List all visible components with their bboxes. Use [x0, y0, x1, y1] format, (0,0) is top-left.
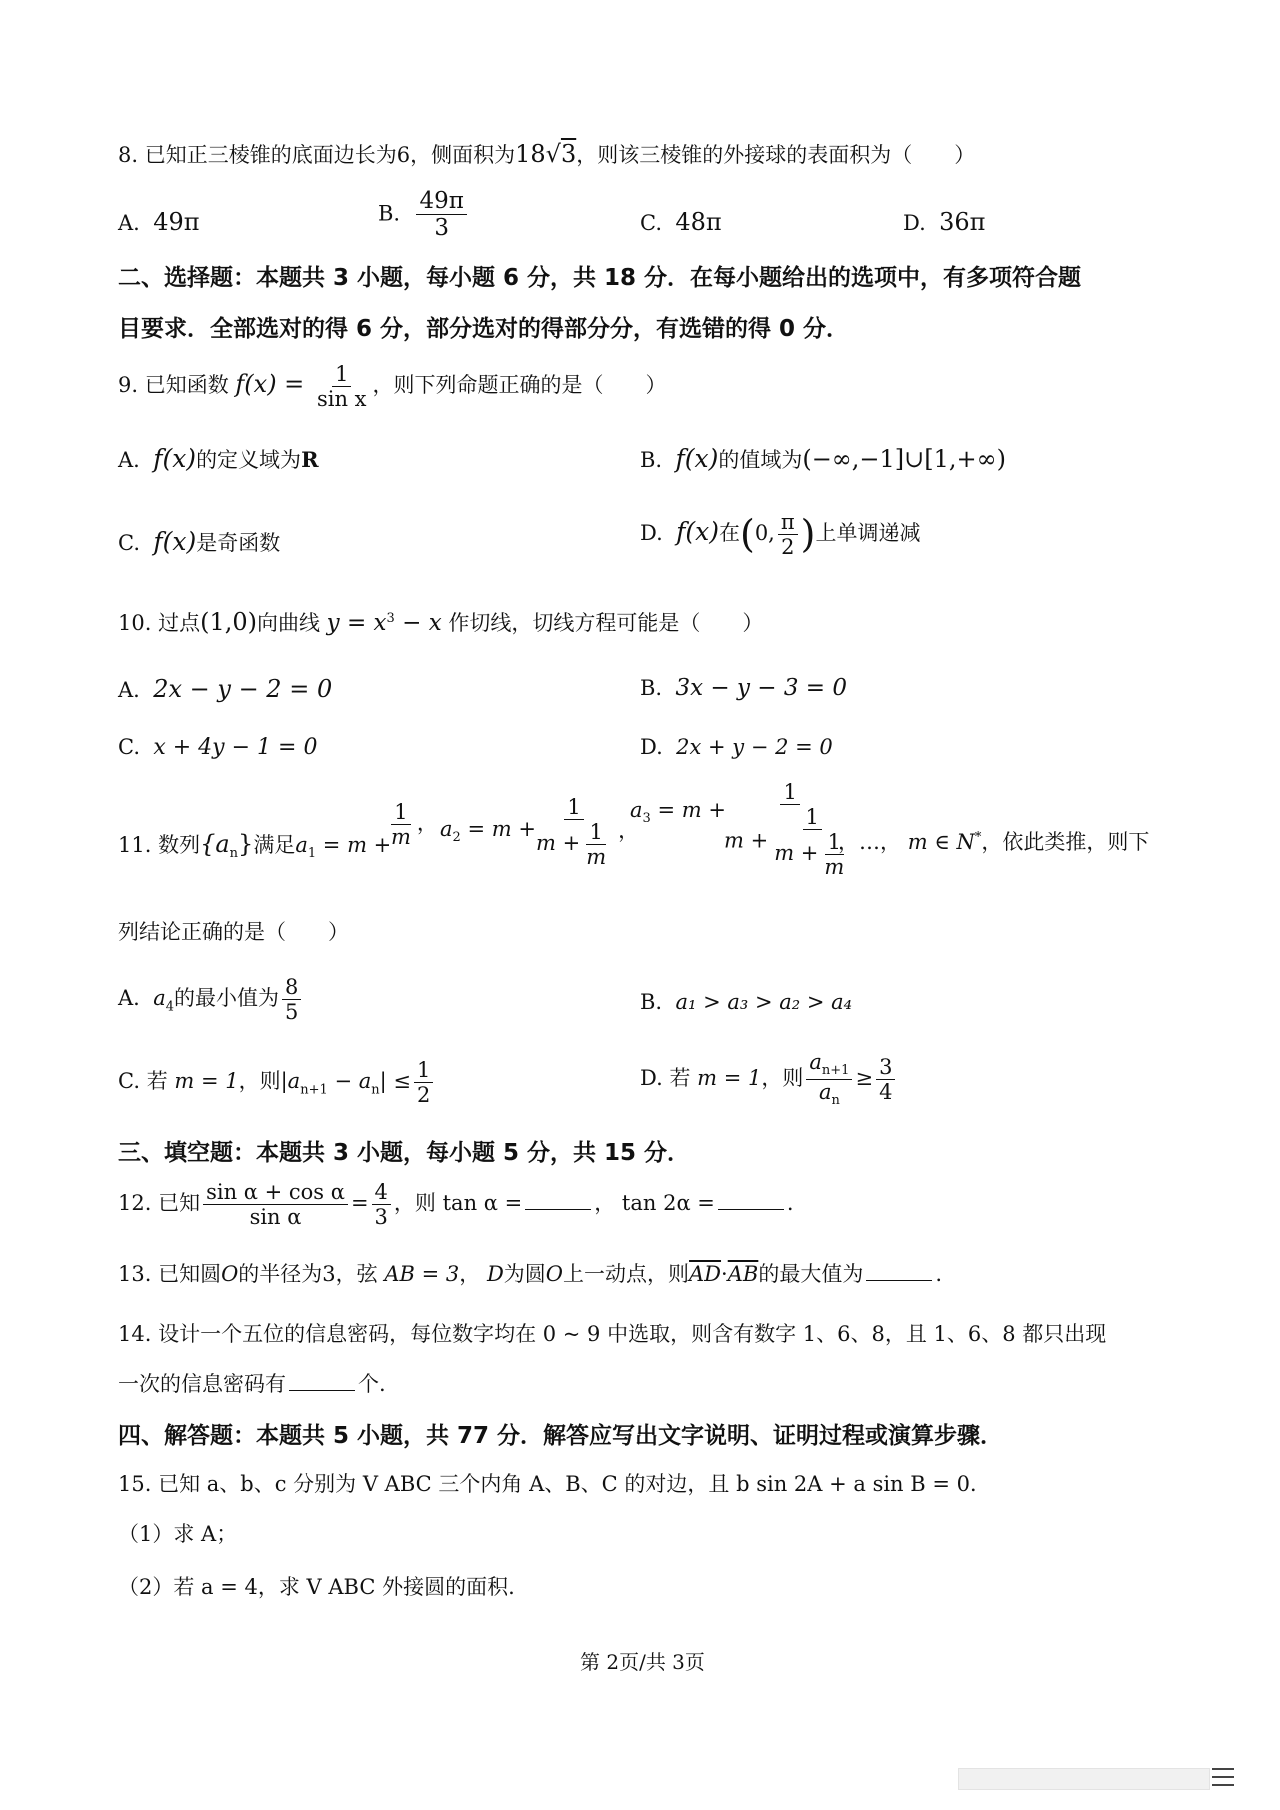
q10-option-d[interactable]: D. 2x + y − 2 = 0 — [640, 735, 833, 759]
question-13: 13. 已知圆O的半径为3，弦 AB = 3， D为圆O上一动点，则$\overline{AD}\cdot\overline{AB}$的最大值为 . — [118, 1262, 943, 1286]
q11-option-d[interactable]: D. 若 m = 1，则 $\frac{a_{n+1}}{a_n}$ ≥ $\frac{3}{4}$ — [640, 1050, 898, 1109]
q13-answer-blank[interactable] — [866, 1280, 932, 1281]
section-4-heading: 四、解答题：本题共 5 小题，共 77 分．解答应写出文字说明、证明过程或演算步骤． — [118, 1423, 1004, 1449]
q8-option-d[interactable]: D. 36π — [903, 208, 986, 236]
q11-a2-fraction: 1 m + $\frac{1}{m}$ ， — [536, 795, 640, 870]
q14-answer-blank[interactable] — [289, 1390, 355, 1391]
right-paren: ) — [800, 511, 816, 556]
question-8-stem: 8. 已知正三棱锥的底面边长为6，侧面积为18√3，则该三棱锥的外接球的表面积为（ ） — [118, 140, 976, 168]
page-number: 第 2页/共 3页 — [580, 1650, 705, 1674]
q10-option-a[interactable]: A. 2x − y − 2 = 0 — [118, 675, 333, 703]
section-2-heading-cont: 目要求．全部选对的得 6 分，部分选对的得部分分，有选错的得 0 分． — [118, 316, 850, 342]
left-paren: ( — [739, 511, 755, 556]
q9-d-pi-half: $\frac{\pi}{2}$ — [778, 510, 798, 559]
q10-option-c[interactable]: C. x + 4y − 1 = 0 — [118, 735, 318, 760]
question-12: 12. 已知 $\frac{\text{sin α + cos α}}{\text{sin α}}$ = $\frac{4}{3}$ ，则 tan α = ， tan 2α = . — [118, 1180, 794, 1230]
q11-stem-tail: ，…， m ∈ N*，依此类推，则下 — [838, 830, 1150, 854]
scan-artifact-line-1 — [1212, 1768, 1234, 1770]
q9-function-fraction: $\frac{1}{\text{sin x}}$ — [316, 362, 367, 412]
q12-answer-blank-1[interactable] — [525, 1209, 591, 1210]
q11-a3-lhs: $a_3 = m$ + — [630, 798, 726, 827]
q8-option-a[interactable]: A. 49π — [118, 208, 200, 236]
q11-option-a[interactable]: A. $a_4$的最小值为 $\frac{8}{5}$ — [118, 975, 304, 1024]
question-14-cont: 一次的信息密码有 个. — [118, 1372, 386, 1396]
q9-option-c[interactable]: C. f(x)是奇函数 — [118, 527, 281, 556]
q10-option-b[interactable]: B. 3x − y − 3 = 0 — [640, 675, 848, 701]
q9-option-d[interactable]: D. f(x)在(0, $\frac{\pi}{2}$ )上单调递减 — [640, 510, 921, 560]
scan-artifact-line-3 — [1212, 1784, 1234, 1786]
q9-option-b[interactable]: B. f(x)的值域为(−∞,−1]∪[1,+∞) — [640, 444, 1006, 473]
question-10-stem: 10. 过点(1,0)向曲线 $y = x^3 - x$ 作切线，切线方程可能是（ ） — [118, 608, 764, 636]
q9-option-a[interactable]: A. f(x)的定义域为R — [118, 444, 319, 473]
sqrt-symbol: √ — [545, 140, 561, 168]
question-11-stem: 11. 数列$\{a_n\}$满足$a_1 = m$ + — [118, 830, 392, 862]
section-2-heading: 二、选择题：本题共 3 小题，每小题 6 分，共 18 分．在每小题给出的选项中，有多项符合题 — [118, 265, 1082, 291]
q12-answer-blank-2[interactable] — [718, 1209, 784, 1210]
scan-artifact-line-2 — [1212, 1776, 1234, 1778]
question-15-part-2: （2）若 a = 4，求 V ABC 外接圆的面积. — [118, 1575, 515, 1599]
question-15: 15. 已知 a、b、c 分别为 V ABC 三个内角 A、B、C 的对边，且 b sin 2A + a sin B = 0． — [118, 1472, 991, 1496]
section-3-heading: 三、填空题：本题共 3 小题，每小题 5 分，共 15 分． — [118, 1140, 691, 1166]
scan-artifact-bar — [958, 1768, 1210, 1790]
question-9-stem: 9. 已知函数 f(x) = $\frac{1}{\text{sin x}}$ ，则下列命题正确的是（ ） — [118, 362, 667, 412]
q11-a1-fraction: $\frac{1}{m}$ ， — [391, 800, 438, 850]
q8-option-c[interactable]: C. 48π — [640, 208, 722, 236]
question-15-part-1: （1）求 A； — [118, 1522, 238, 1546]
q11-option-b[interactable]: B. a₁ > a₃ > a₂ > a₄ — [640, 990, 853, 1014]
q11-option-c[interactable]: C. 若 m = 1，则$|a_{n+1} - a_n|$ ≤ $\frac{1}{2}$ — [118, 1058, 436, 1107]
q8-option-b-fraction: $\frac{49\pi}{3}$ — [416, 188, 466, 242]
q11-a2-lhs: $a_2 = m$ + — [440, 817, 536, 846]
question-14: 14. 设计一个五位的信息密码，每位数字均在 0 ~ 9 中选取，则含有数字 1、6、8，且 1、6、8 都只出现 — [118, 1322, 1107, 1346]
q8-option-b[interactable]: B. $\frac{49\pi}{3}$ — [378, 188, 470, 242]
q11-a3-fraction: 1 m + 1 m + $\frac{1}{m}$ — [724, 780, 845, 880]
question-11-stem-cont: 列结论正确的是（ ） — [118, 920, 349, 944]
